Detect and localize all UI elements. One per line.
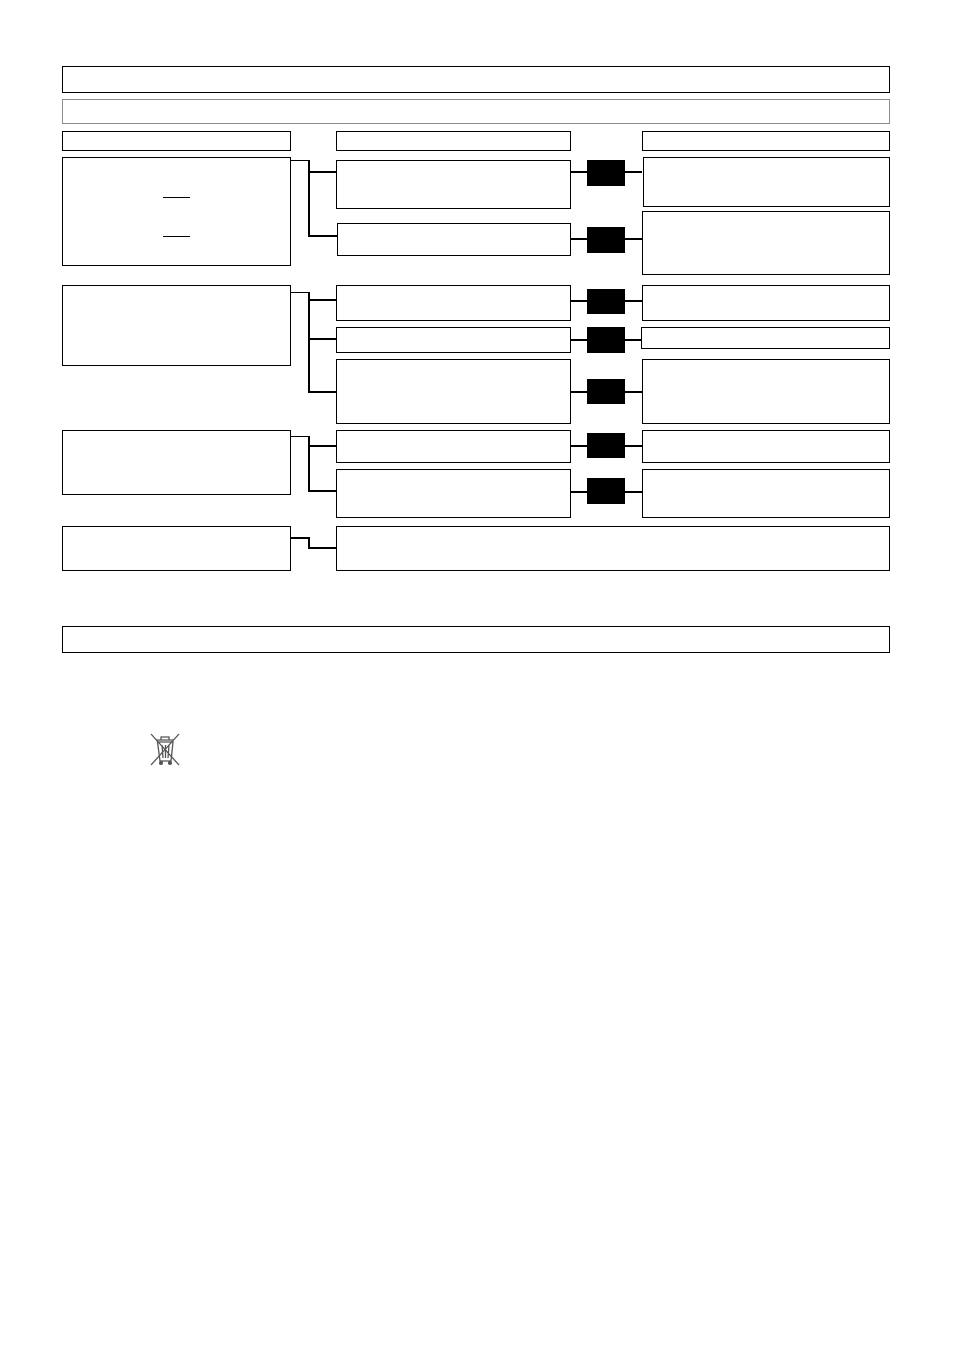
connector xyxy=(308,490,336,492)
cause-box-2b xyxy=(336,327,571,353)
connector xyxy=(308,235,337,237)
connector xyxy=(308,299,336,301)
connector xyxy=(308,338,336,340)
connector xyxy=(308,292,310,393)
connector xyxy=(308,445,336,447)
cause-box-2c xyxy=(336,359,571,424)
step-marker xyxy=(587,227,625,253)
subtitle-bar xyxy=(62,99,890,124)
column-header-cause xyxy=(336,131,571,151)
solution-box-2a xyxy=(642,285,890,321)
cause-box-2a xyxy=(336,285,571,321)
solution-box-3b xyxy=(642,469,890,518)
problem-box-3 xyxy=(62,430,291,495)
cause-box-3a xyxy=(336,430,571,463)
column-header-problem xyxy=(62,131,291,151)
connector xyxy=(291,436,309,437)
solution-box-3a xyxy=(642,430,890,463)
step-marker xyxy=(587,433,625,458)
cause-box-1b xyxy=(337,223,571,256)
cause-solution-box-4 xyxy=(336,526,890,571)
section-bar xyxy=(62,626,890,653)
column-header-solution xyxy=(642,131,890,151)
connector xyxy=(291,537,309,539)
connector xyxy=(308,171,336,173)
connector xyxy=(291,160,309,161)
cause-box-1a xyxy=(336,160,571,209)
title-bar xyxy=(62,66,890,93)
step-marker xyxy=(587,327,625,353)
problem-box-1 xyxy=(62,157,291,266)
step-marker xyxy=(587,160,625,186)
connector xyxy=(308,547,336,549)
step-marker xyxy=(587,379,625,404)
cause-box-3b xyxy=(336,469,571,518)
solution-box-1b xyxy=(642,211,890,275)
step-marker xyxy=(587,478,625,504)
underline-mark xyxy=(163,236,190,237)
underline-mark xyxy=(163,197,190,198)
solution-box-1a xyxy=(643,157,890,207)
problem-box-2 xyxy=(62,285,291,366)
connector xyxy=(308,391,336,393)
step-marker xyxy=(587,289,625,314)
solution-box-2c xyxy=(642,359,890,424)
connector xyxy=(291,292,309,293)
crossed-out-wheelie-bin-icon xyxy=(148,732,182,768)
problem-box-4 xyxy=(62,526,291,571)
solution-box-2b xyxy=(641,327,890,349)
